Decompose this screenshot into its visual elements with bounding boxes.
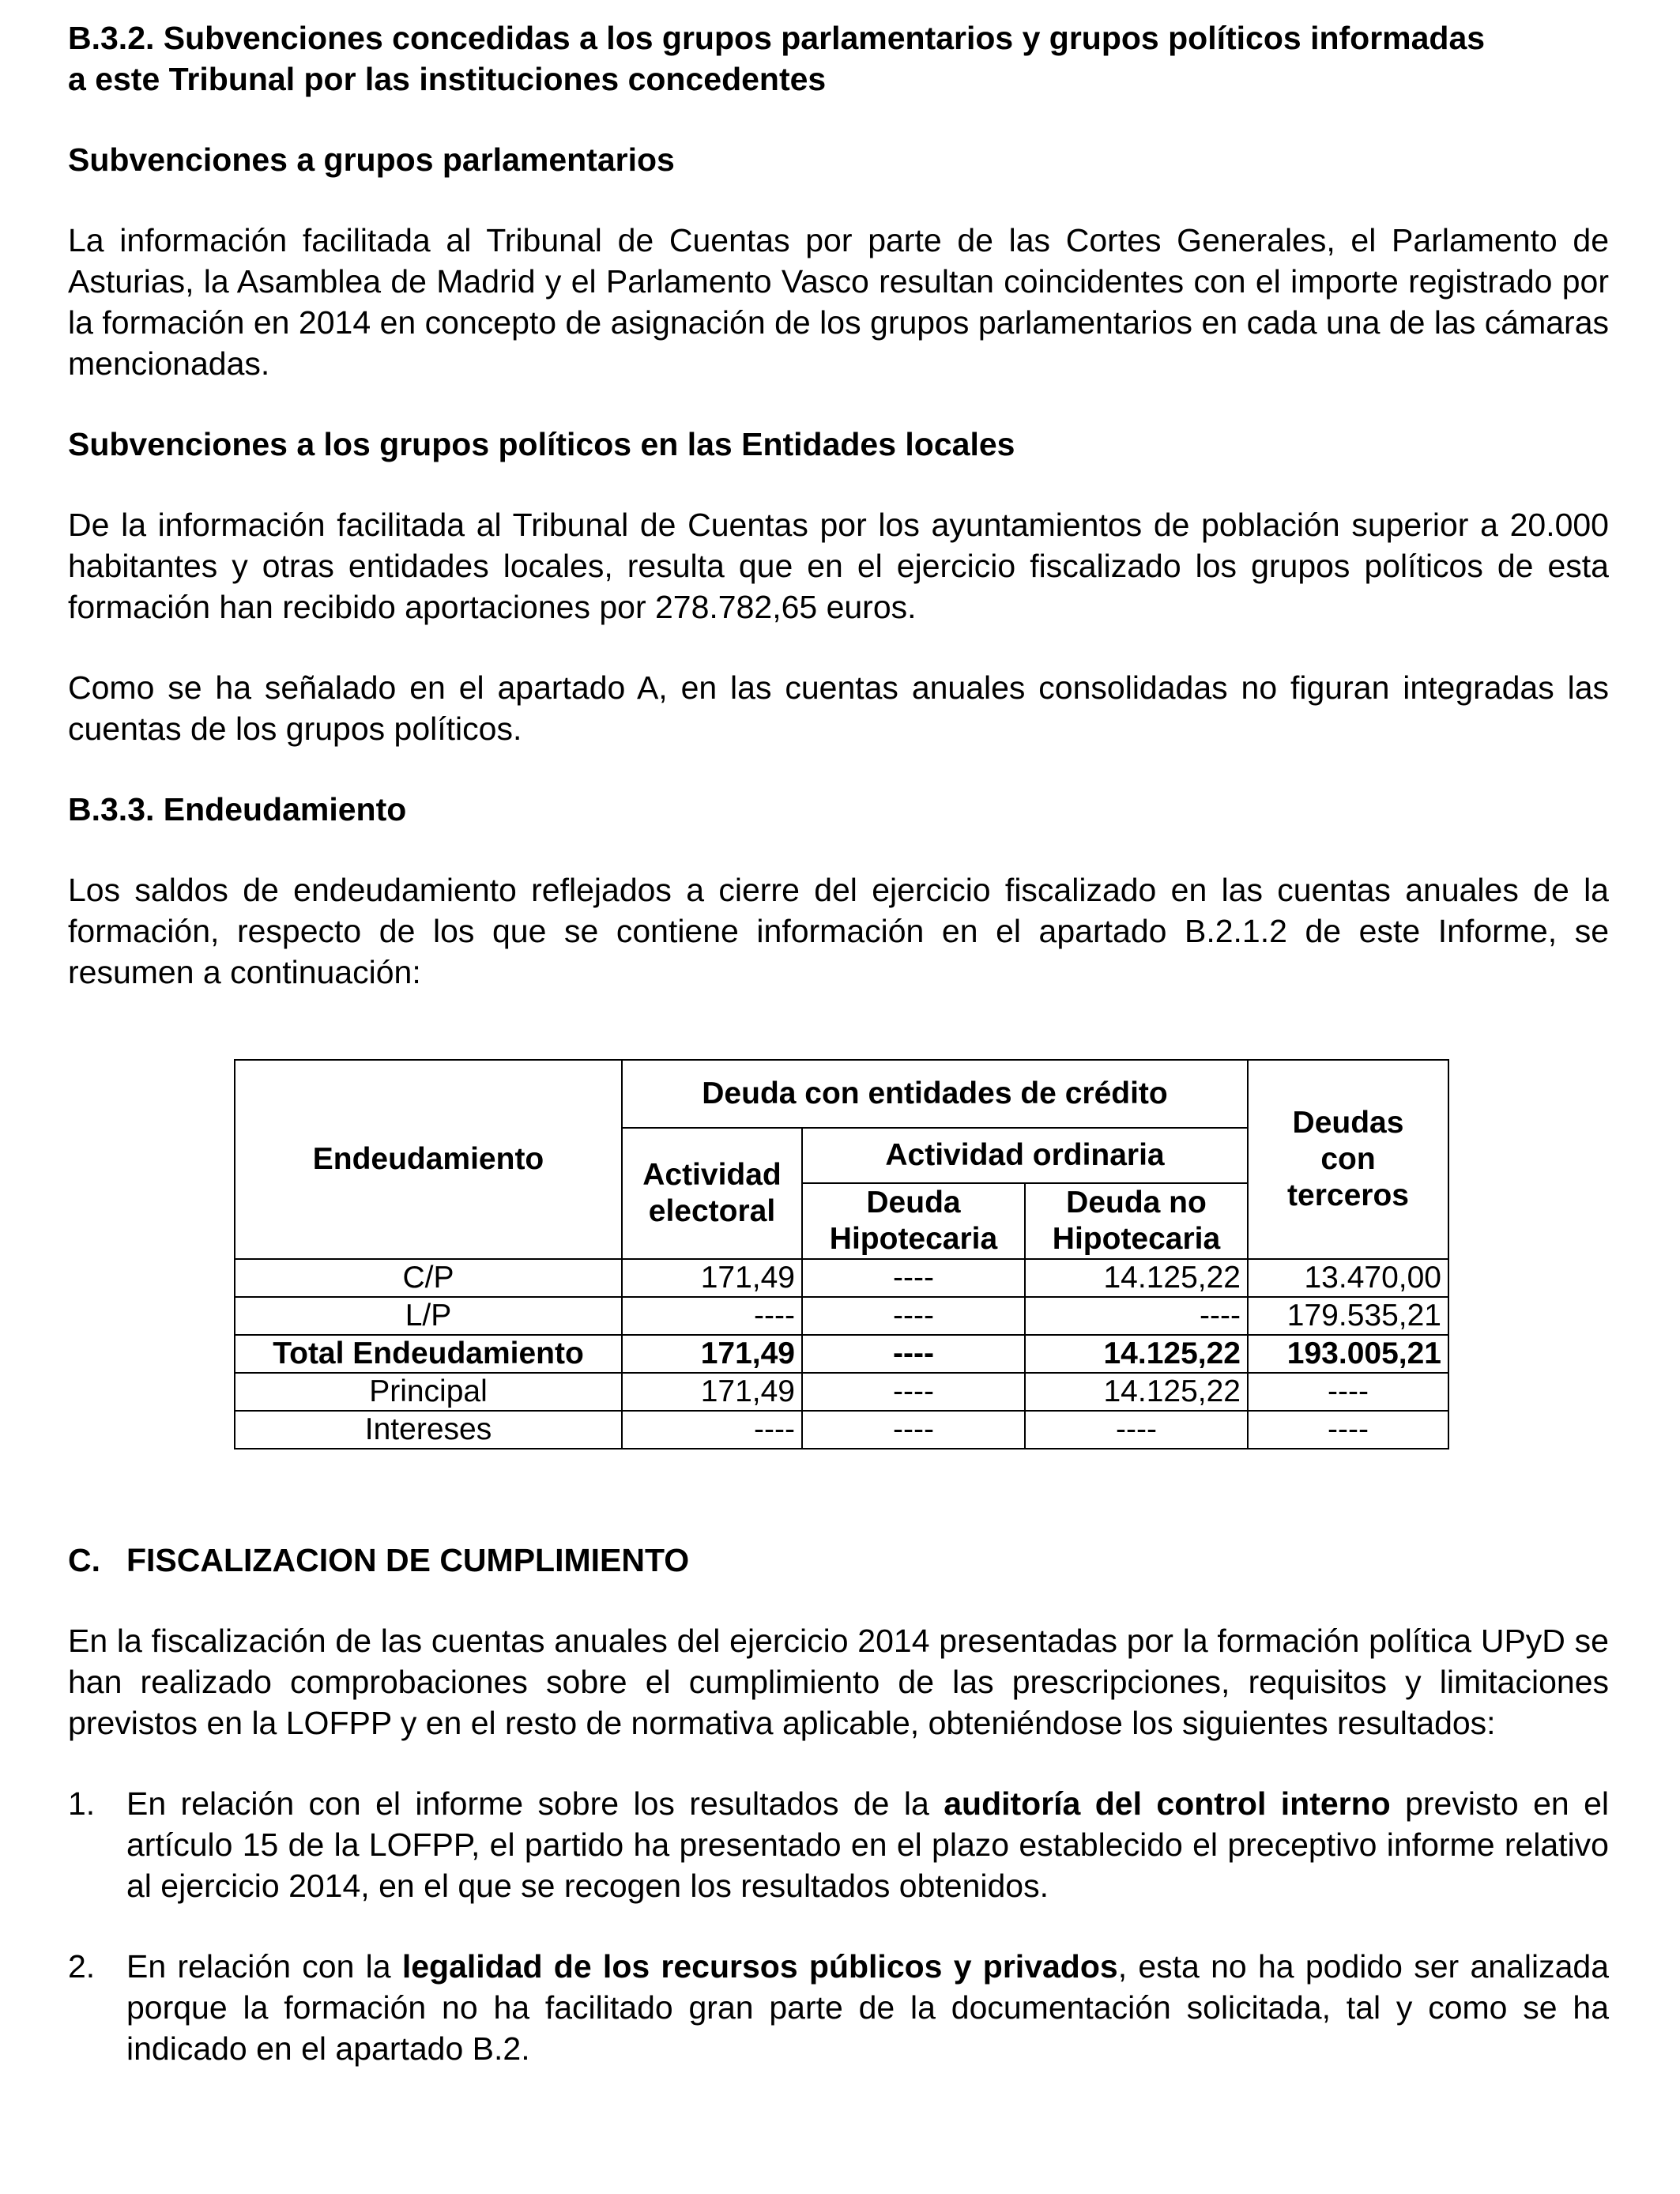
header-deudas-terceros: Deudas con terceros: [1248, 1060, 1448, 1259]
header-actividad-ordinaria: Actividad ordinaria: [802, 1128, 1248, 1183]
header-deuda-no-hipotecaria: Deuda no Hipotecaria: [1025, 1183, 1248, 1259]
paragraph-cuentas-consolidadas: Como se ha señalado en el apartado A, en las cuentas anuales consolidadas no figuran integradas las cuentas de los grupos políticos.: [68, 669, 1609, 747]
paragraph-entidades-locales: De la información facilitada al Tribunal de Cuentas por los ayuntamientos de población superior a 20.000 habitantes y otras entidades locales, resulta que en el ejercicio fiscalizado los grupos políticos de esta formación han recibido aportaciones por 278.782,65 euros.: [68, 507, 1609, 625]
paragraph-endeudamiento: Los saldos de endeudamiento reflejados a cierre del ejercicio fiscalizado en las cuentas anuales de la formación, respecto de los que se contiene información en el apartado B.2.1.2 de este Informe, se resumen a continuación:: [68, 872, 1609, 990]
list-item: 2. En relación con la legalidad de los recursos públicos y privados, esta no ha podido ser analizada porque la formación no ha facilitado gran parte de la documentación solicitada, tal y como se ha indicado en el apartado B.2.: [68, 1948, 1610, 2067]
table-row: Principal 171,49 ---- 14.125,22 ----: [235, 1373, 1448, 1411]
section-title-b333: B.3.3. Endeudamiento: [68, 791, 407, 827]
endeudamiento-table: [234, 1059, 1449, 1449]
document-page: [68, 17, 1609, 2069]
header-deuda-hipotecaria: Deuda Hipotecaria: [802, 1183, 1025, 1259]
table-row-total: Total Endeudamiento 171,49 ---- 14.125,22 193.005,21: [235, 1335, 1448, 1373]
table-row: Intereses ---- ---- ---- ----: [235, 1411, 1448, 1449]
table-row: L/P ---- ---- ---- 179.535,21: [235, 1297, 1448, 1335]
subtitle-entidades-locales: Subvenciones a los grupos políticos en las Entidades locales: [68, 426, 1015, 462]
list-item: 1. En relación con el informe sobre los resultados de la auditoría del control interno previsto en el artículo 15 de la LOFPP, el partido ha presentado en el plazo establecido el preceptivo informe relativo al ejercicio 2014, en el que se recogen los resultados obtenidos.: [68, 1785, 1609, 1904]
paragraph-fiscalizacion-cumplimiento: En la fiscalización de las cuentas anuales del ejercicio 2014 presentadas por la formación política UPyD se han realizado comprobaciones sobre el cumplimiento de las prescripciones, requisitos y limitaciones previstos en la LOFPP y en el resto de normativa aplicable, obteniéndose los siguientes resultados:: [68, 1623, 1609, 1741]
section-title-c: C. FISCALIZACION DE CUMPLIMIENTO: [68, 1542, 690, 1578]
header-endeudamiento: Endeudamiento: [235, 1060, 622, 1259]
paragraph-grupos-parlamentarios: La información facilitada al Tribunal de Cuentas por parte de las Cortes Generales, el Parlamento de Asturias, la Asamblea de Madrid y el Parlamento Vasco resultan coincidentes con el importe registrado por la formación en 2014 en concepto de asignación de los grupos parlamentarios en cada una de las cámaras mencionadas.: [68, 222, 1609, 382]
subtitle-grupos-parlamentarios: Subvenciones a grupos parlamentarios: [68, 141, 675, 178]
header-deuda-credito: Deuda con entidades de crédito: [622, 1060, 1248, 1128]
table-row: C/P 171,49 ---- 14.125,22 13.470,00: [235, 1259, 1448, 1297]
section-title-b332: B.3.2. Subvenciones concedidas a los grupos parlamentarios y grupos políticos informadas a este Tribunal por las instituciones concedentes: [68, 20, 1486, 97]
header-actividad-electoral: Actividad electoral: [622, 1128, 802, 1259]
